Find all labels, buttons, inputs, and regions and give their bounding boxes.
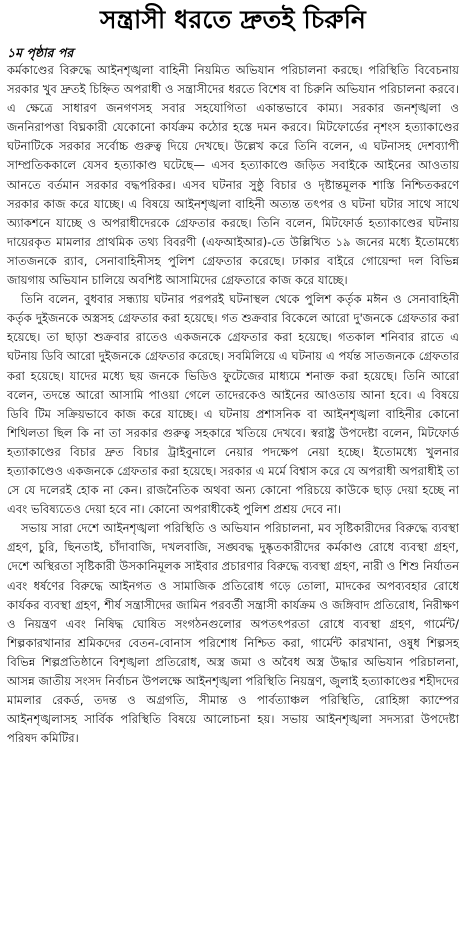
article-headline: সন্ত্রাসী ধরতে দ্রুতই চিরুনি	[99, 5, 367, 34]
continued-from-label: ১ম পৃষ্ঠার পর	[7, 45, 74, 60]
paragraph-2: তিনি বলেন, বুধবার সন্ধ্যায় ঘটনার পরপরই ঘটনাস্থল থেকে পুলিশ কর্তৃক মঈন ও সেনাবাহিনী কর্তৃক দুইজনকে অস্ত্রসহ গ্রেফতার করা হয়েছে। গত শুক্রবার বিকেলে আরো দু'জনকে গ্রেফতার করা হয়েছে। তা ছাড়া শুক্রবার রাতেও একজনকে গ্রেফতার করা হয়েছে। গতকাল শনিবার রাতে এ ঘটনায় ডিবি আরো দুইজনকে গ্রেফতার করেছে। সবমিলিয়ে এ ঘটনায় এ পর্যন্ত সাতজনকে গ্রেফতার করা হয়েছে। যাদের মধ্যে ছয় জনকে ভিডিও ফুটেজের মাধ্যমে শনাক্ত করা হয়েছে। তিনি আরো বলেন, তদন্তে আরো আসামি পাওয়া গেলে তাদেরকেও আইনের আওতায় আনা হবে। এ বিষয়ে ডিবি টিম সক্রিয়ভাবে কাজ করে যাচ্ছে। এ ঘটনায় প্রশাসনিক বা আইনশৃঙ্খলা বাহিনীর কোনো শিথিলতা ছিল কি না তা সরকার গুরুত্ব সহকারে খতিয়ে দেখবে। স্বরাষ্ট্র উপদেষ্টা বলেন, মিটফোর্ড হত্যাকাণ্ডের বিচার দ্রুত বিচার ট্রাইবুনালে নেয়ার পদক্ষেপ নেয়া হচ্ছে। ইতোমধ্যে খুলনার হত্যাকাণ্ডেও একজনকে গ্রেফতার করা হয়েছে। সরকার এ মর্মে বিশ্বাস করে যে অপরাধী অপরাধীই তা সে যে দলেরই হোক না কেন। রাজনৈতিক অথবা অন্য কোনো পরিচয়ে কাউকে ছাড় দেয়া হচ্ছে না এবং ভবিষ্যতেও দেয়া হবে না। কোনো অপরাধীকেই পুলিশ প্রশ্রয় দেবে না।	[7, 292, 459, 517]
article-body	[7, 61, 459, 748]
paragraph-3: সভায় সারা দেশে আইনশৃঙ্খলা পরিস্থিতি ও অভিযান পরিচালনা, মব সৃষ্টিকারীদের বিরুদ্ধে ব্যবস্থা গ্রহণ, চুরি, ছিনতাই, চাঁদাবাজি, দখলবাজি, সঙ্ঘবদ্ধ দুষ্কৃতকারীদের কর্মকাণ্ড রোধে ব্যবস্থা গ্রহণ, দেশে অস্থিরতা সৃষ্টিকারী উসকানিমূলক সাইবার প্রচারণার বিরুদ্ধে ব্যবস্থা গ্রহণ, নারী ও শিশু নির্যাতন এবং ধর্ষণের বিরুদ্ধে আইনগত ও সামাজিক প্রতিরোধ গড়ে তোলা, মাদকের অপব্যবহার রোধে কার্যকর ব্যবস্থা গ্রহণ, শীর্ষ সন্ত্রাসীদের জামিন পরবর্তী সন্ত্রাসী কার্যক্রম ও জঙ্গিবাদ প্রতিরোধ, নিরীক্ষণ ও নিয়ন্ত্রণ এবং নিষিদ্ধ ঘোষিত সংগঠনগুলোর অপতৎপরতা রোধে ব্যবস্থা গ্রহণ, গার্মেন্ট/ শিল্পকারখানার শ্রমিকদের বেতন-বোনাস পরিশোধ নিশ্চিত করা, গার্মেন্ট কারখানা, ওষুধ শিল্পসহ বিভিন্ন শিল্পপ্রতিষ্ঠানে বিশৃঙ্খলা প্রতিরোধ, অস্ত্র জমা ও অবৈধ অস্ত্র উদ্ধার অভিযান পরিচালনা, আসন্ন জাতীয় সংসদ নির্বাচন উপলক্ষে আইনশৃঙ্খলা পরিস্থিতি নিয়ন্ত্রণ, জুলাই হত্যাকাণ্ডের শহীদদের মামলার রেকর্ড, তদন্ত ও অগ্রগতি, সীমান্ত ও পার্বত্যাঞ্চল পরিস্থিতি, রোহিঙ্গা ক্যাম্পের আইনশৃঙ্খলাসহ সার্বিক পরিস্থিতি বিষয়ে আলোচনা হয়। সভায় আইনশৃঙ্খলা সদস্যরা উপদেষ্টা পরিষদ কমিটির।	[7, 521, 459, 746]
paragraph-1: কর্মকাণ্ডের বিরুদ্ধে আইনশৃঙ্খলা বাহিনী নিয়মিত অভিযান পরিচালনা করছে। পরিস্থিতি বিবেচনায় সরকার খুব দ্রুতই চিহ্নিত অপরাধী ও সন্ত্রাসীদের ধরতে বিশেষ বা চিরুনি অভিযান পরিচালনা করবে। এ ক্ষেত্রে সাধারণ জনগণসহ সবার সহযোগিতা একান্তভাবে কাম্য। সরকার জনশৃঙ্খলা ও জননিরাপত্তা বিঘ্নকারী যেকোনো কার্যক্রম কঠোর হস্তে দমন করবে। মিটফোর্ডের নৃশংস হত্যাকাণ্ডের ঘটনাটিকে সরকার সর্বোচ্চ গুরুত্ব দিয়ে দেখছে। উল্লেখ করে তিনি বলেন, এ ঘটনাসহ দেশব্যাপী সাম্প্রতিককালে যেসব হত্যাকাণ্ড ঘটেছে— এসব হত্যাকাণ্ডে জড়িত সবাইকে আইনের আওতায় আনতে বর্তমান সরকার বদ্ধপরিকর। এসব ঘটনার সুষ্ঠু বিচার ও দৃষ্টান্তমূলক শাস্তি নিশ্চিতকরণে সরকার কাজ করে যাচ্ছে। এ বিষয়ে আইনশৃঙ্খলা বাহিনী অত্যন্ত তৎপর ও ঘটনা ঘটার সাথে সাথে অ্যাকশনে যাচ্ছে ও অপরাধীদেরকে গ্রেফতার করছে। তিনি বলেন, মিটফোর্ড হত্যাকাণ্ডের ঘটনায় দায়েরকৃত মামলার প্রাথমিক তথ্য বিবরণী (এফআইআর)-তে উল্লিখিত ১৯ জনের মধ্যে ইতোমধ্যে সাতজনকে র‌্যাব, সেনাবাহিনীসহ পুলিশ গ্রেফতার করেছে। ঢাকার বাইরে গোয়েন্দা দল বিভিন্ন জায়গায় অভিযান চালিয়ে অবশিষ্ট আসামিদের গ্রেফতারে কাজ করে যাচ্ছে।	[7, 63, 459, 288]
